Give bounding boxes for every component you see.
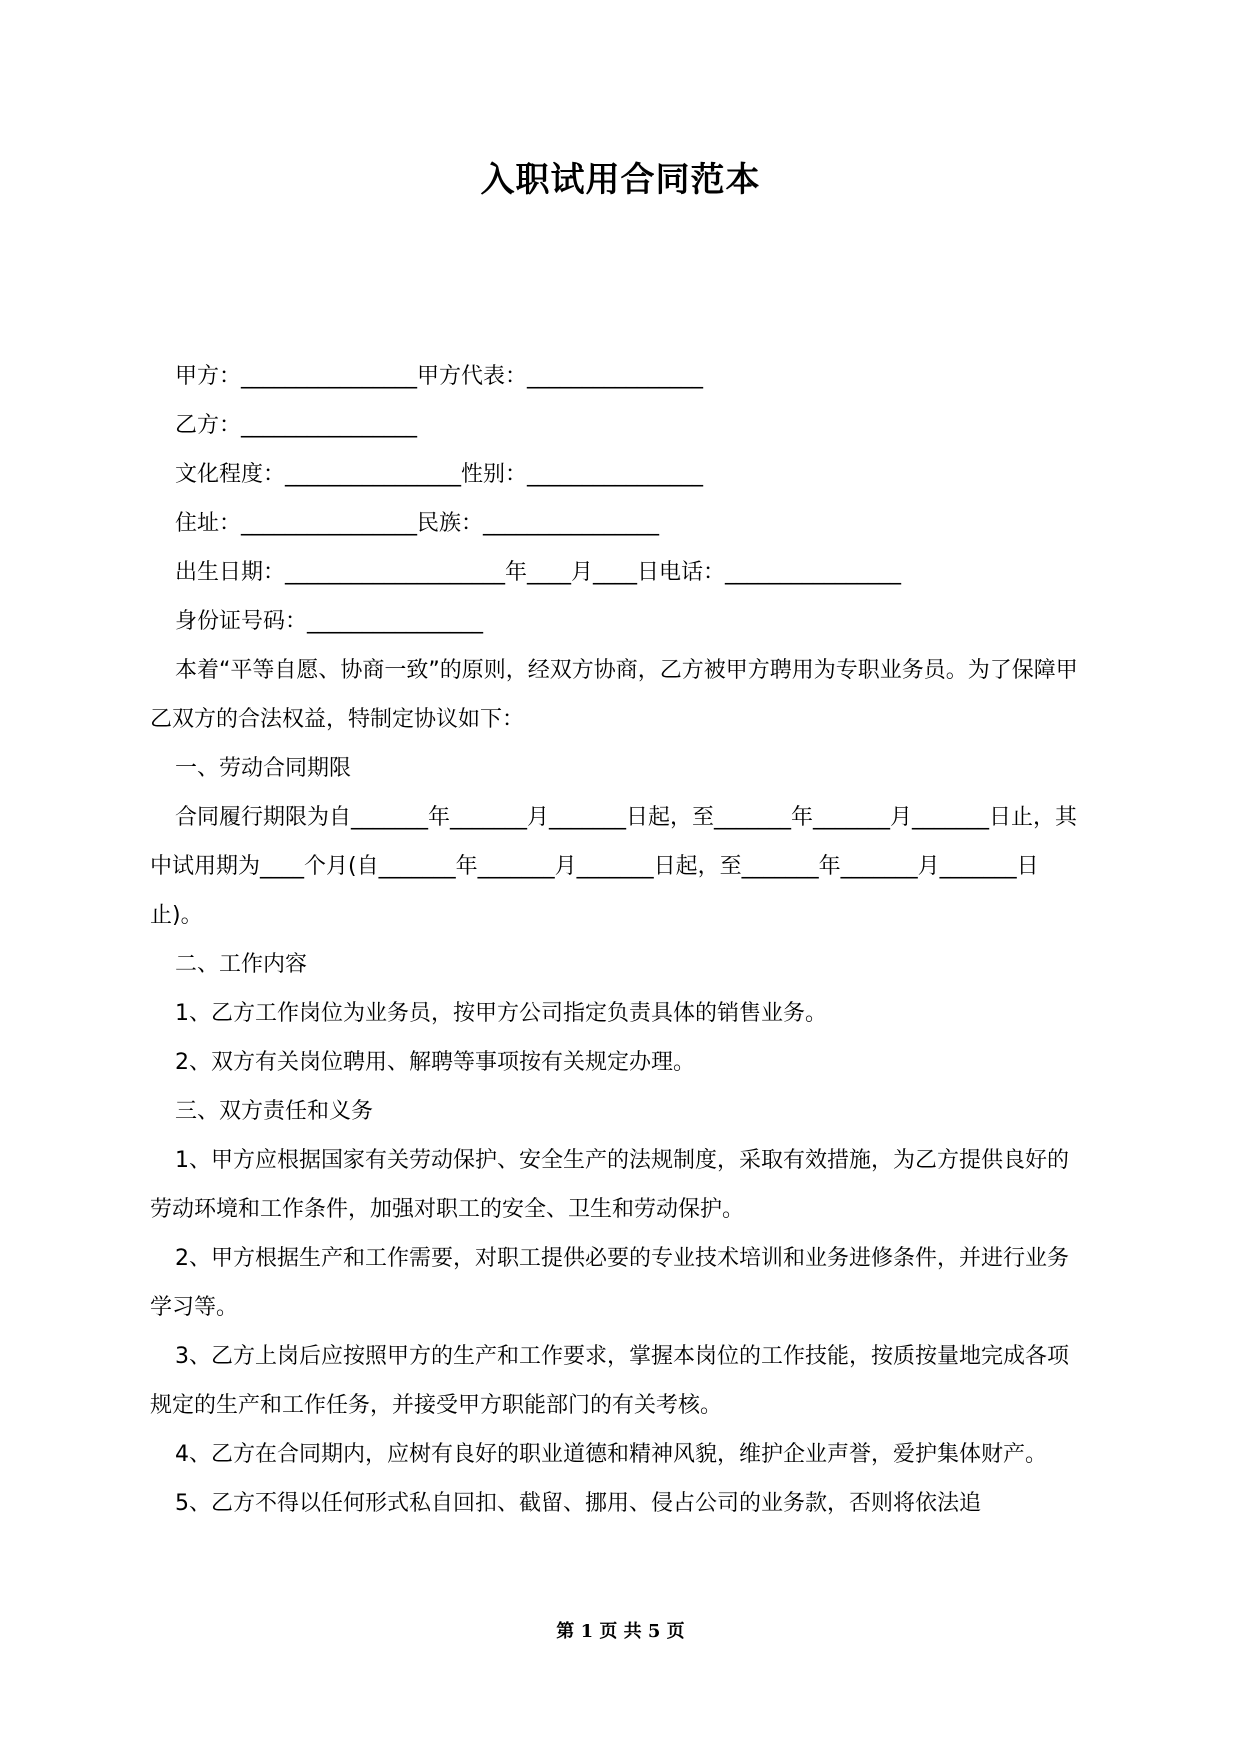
id-number-line: 身份证号码：________________ [175,609,484,634]
duty-clause-4: 4、乙方在合同期内，应树有良好的职业道德和精神风貌，维护企业声誉，爱护集体财产。 [175,1442,1048,1467]
section-heading-term: 一、劳动合同期限 [175,756,352,781]
party-b-line: 乙方：________________ [175,413,418,438]
duty-clause-5: 5、乙方不得以任何形式私自回扣、截留、挪用、侵占公司的业务款，否则将依法追 [175,1491,981,1516]
education-gender-line: 文化程度：________________性别：________________ [175,462,704,487]
work-clause-2: 2、双方有关岗位聘用、解聘等事项按有关规定办理。 [175,1050,695,1075]
section-heading-work: 二、工作内容 [175,952,308,977]
address-ethnicity-line: 住址：________________民族：________________ [175,511,660,536]
duty-clause-1: 1、甲方应根据国家有关劳动保护、安全生产的法规制度，采取有效措施，为乙方提供良好的劳动环境和工作条件，加强对职工的安全、卫生和劳动保护。 [150,1148,1070,1222]
party-a-line: 甲方：________________甲方代表：________________ [175,364,704,389]
birthdate-phone-line: 出生日期：____________________年____月____日电话：________________ [175,560,902,585]
duty-clause-3: 3、乙方上岗后应按照甲方的生产和工作要求，掌握本岗位的工作技能，按质按量地完成各项规定的生产和工作任务，并接受甲方职能部门的有关考核。 [150,1344,1070,1418]
duty-clause-2: 2、甲方根据生产和工作需要，对职工提供必要的专业技术培训和业务进修条件，并进行业务学习等。 [150,1246,1070,1320]
contract-term-paragraph: 合同履行期限为自_______年_______月_______日起，至_______年_______月_______日止，其中试用期为____个月(自_______年_______月_______日起，至_______年_______月_______日止)。 [150,805,1078,928]
preamble-paragraph: 本着“平等自愿、协商一致”的原则，经双方协商，乙方被甲方聘用为专职业务员。为了保障甲乙双方的合法权益，特制定协议如下： [150,658,1078,732]
page-footer: 第 1 页 共 5 页 [556,1621,685,1642]
document-body [150,352,1088,1528]
document-title: 入职试用合同范本 [480,160,761,200]
section-heading-duties: 三、双方责任和义务 [175,1099,374,1124]
work-clause-1: 1、乙方工作岗位为业务员，按甲方公司指定负责具体的销售业务。 [175,1001,827,1026]
